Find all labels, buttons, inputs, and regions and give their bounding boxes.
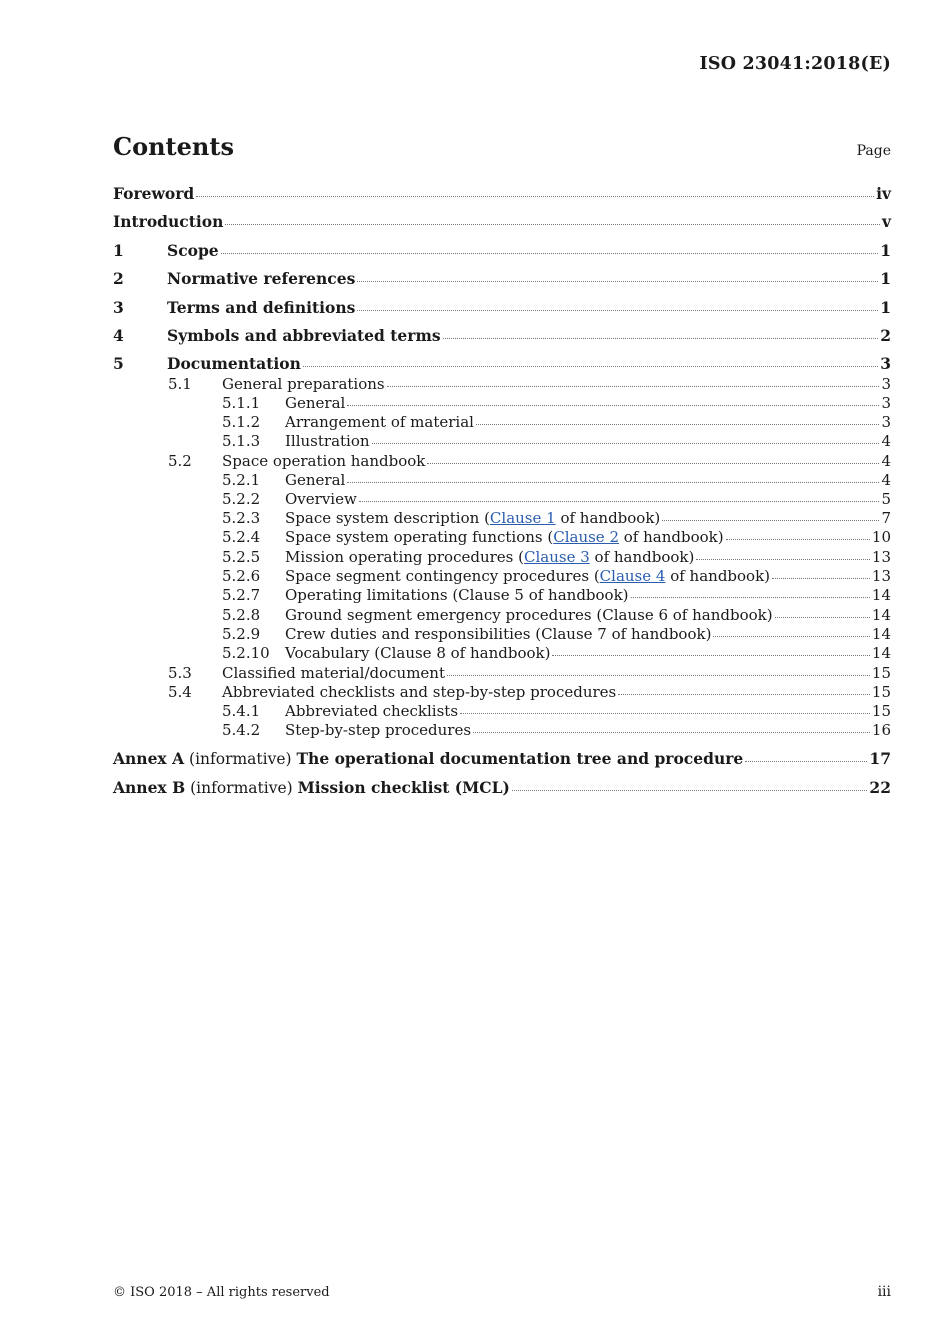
toc-entry-page: 16 [871, 721, 891, 739]
toc-entry[interactable] [113, 241, 891, 260]
toc-entry-page: 1 [880, 269, 891, 288]
annex-label: Annex B [113, 778, 186, 797]
toc-entry-page: 15 [871, 702, 891, 720]
dot-leader [696, 559, 870, 560]
toc-entry-title [285, 567, 770, 585]
toc-entry-number: 5.1 [168, 375, 192, 393]
toc-entry-text: Mission checklist (MCL) [297, 778, 510, 797]
toc-entry-text: Step-by-step procedures [285, 721, 472, 739]
toc-entry-title [222, 664, 445, 682]
toc-entry[interactable] [113, 644, 891, 662]
toc-entry[interactable] [113, 683, 891, 701]
toc-entry-number: 5.2.6 [222, 567, 261, 585]
toc-entry-number: 5.2.1 [222, 471, 261, 489]
dot-leader [726, 539, 870, 540]
toc-entry[interactable] [113, 394, 891, 412]
toc-entry-number: 5.2.8 [222, 606, 261, 624]
toc-entry-title [167, 269, 355, 288]
toc-entry-number: 5.1.1 [222, 394, 261, 412]
toc-entry-number: 5.2.10 [222, 644, 270, 662]
toc-entry-text: Ground segment emergency procedures (Clause 6 of handbook) [285, 606, 773, 624]
toc-entry[interactable] [113, 721, 891, 739]
annex-informative: (informative) [185, 779, 298, 797]
toc-entry-text: Space segment contingency procedures ( [285, 567, 600, 585]
toc-entry[interactable] [113, 432, 891, 450]
toc-entry-title [285, 471, 345, 489]
toc-entry-title [113, 184, 194, 203]
toc-entry[interactable] [113, 471, 891, 489]
toc-entry-page: 5 [881, 490, 891, 508]
toc-entry-page: 17 [869, 749, 891, 768]
toc-entry[interactable] [113, 298, 891, 317]
dot-leader [359, 501, 880, 502]
toc-entry-page: 7 [881, 509, 891, 527]
toc-entry-page: 15 [871, 683, 891, 701]
annex-label: Annex A [113, 749, 185, 768]
toc-entry-title [285, 644, 550, 662]
toc-entry-title [285, 548, 694, 566]
toc-entry-number: 5.4.1 [222, 702, 261, 720]
toc-entry[interactable] [113, 548, 891, 566]
toc-entry-text: Abbreviated checklists and step-by-step procedures [222, 683, 617, 701]
toc-entry-title [285, 432, 370, 450]
toc-entry-text: Symbols and abbreviated terms [167, 326, 441, 345]
toc-entry-text-suffix: of handbook) [589, 548, 695, 566]
toc-entry-page: 4 [881, 452, 891, 470]
dot-leader [447, 675, 870, 676]
toc-entry-text: Documentation [167, 354, 301, 373]
toc-entry[interactable] [113, 528, 891, 546]
toc-entry-text-suffix: of handbook) [665, 567, 771, 585]
toc-entry-page: 13 [871, 567, 891, 585]
dot-leader [772, 578, 870, 579]
dot-leader [618, 694, 870, 695]
standard-id: ISO 23041:2018(E) [699, 54, 891, 74]
toc-entry-number: 5.4.2 [222, 721, 261, 739]
toc-entry-title [285, 625, 711, 643]
dot-leader [662, 520, 879, 521]
toc-entry-title [285, 413, 474, 431]
dot-leader [387, 386, 880, 387]
toc-entry[interactable] [113, 354, 891, 373]
toc-entry-title [222, 375, 385, 393]
toc-entry-page: 14 [871, 644, 891, 662]
toc-entry-page: 3 [880, 354, 891, 373]
toc-entry-number: 2 [113, 269, 124, 288]
toc-entry-title [285, 606, 773, 624]
toc-entry-title [222, 683, 616, 701]
toc-entry-text: General [285, 471, 346, 489]
dot-leader [357, 281, 878, 282]
toc-entry-page: 3 [881, 394, 891, 412]
copyright-notice: © ISO 2018 – All rights reserved [113, 1285, 330, 1300]
toc-entry-page: 14 [871, 586, 891, 604]
dot-leader [221, 253, 879, 254]
toc-entry-number: 5.2 [168, 452, 192, 470]
toc-entry-page: 2 [880, 326, 891, 345]
toc-entry-number: 5.4 [168, 683, 192, 701]
toc-entry[interactable] [113, 452, 891, 470]
toc-entry[interactable] [113, 567, 891, 585]
toc-entry[interactable] [113, 606, 891, 624]
clause-link[interactable]: Clause 1 [489, 509, 556, 527]
toc-entry-text: Foreword [113, 184, 195, 203]
toc-entry-number: 5 [113, 354, 124, 373]
toc-entry-page: 10 [871, 528, 891, 546]
toc-entry-title [167, 241, 219, 260]
toc-entry[interactable] [113, 702, 891, 720]
clause-link[interactable]: Clause 3 [524, 548, 590, 566]
toc-entry-page: 15 [871, 664, 891, 682]
toc-entry[interactable] [113, 269, 891, 288]
toc-entry-title [113, 212, 223, 231]
toc-entry-text: Space operation handbook [222, 452, 426, 470]
toc-entry-number: 5.2.7 [222, 586, 261, 604]
toc-entry-title [285, 394, 345, 412]
toc-entry-title [285, 586, 629, 604]
toc-entry-page: 13 [871, 548, 891, 566]
toc-entry-title [285, 721, 471, 739]
toc-entry-title [113, 749, 743, 768]
toc-entry-text: Arrangement of material [285, 413, 474, 431]
page-number: iii [877, 1284, 891, 1300]
toc-entry-number: 1 [113, 241, 124, 260]
dot-leader [443, 338, 879, 339]
toc-entry-number: 5.3 [168, 664, 192, 682]
toc-entry-page: 14 [871, 625, 891, 643]
toc-entry-number: 3 [113, 298, 124, 317]
toc-entry-number: 5.1.2 [222, 413, 261, 431]
toc-entry-text: Overview [285, 490, 357, 508]
toc-entry-text: Space system operating functions ( [285, 528, 554, 546]
toc-header [113, 132, 891, 161]
toc-entry[interactable] [113, 413, 891, 431]
clause-link[interactable]: Clause 2 [553, 528, 619, 546]
toc-entry[interactable] [113, 375, 891, 393]
dot-leader [745, 761, 867, 762]
toc-entry[interactable] [113, 749, 891, 768]
dot-leader [372, 443, 880, 444]
toc-entry-page: 22 [869, 778, 891, 797]
toc-entry[interactable] [113, 778, 891, 797]
dot-leader [512, 790, 868, 791]
toc-entry-number: 5.2.2 [222, 490, 261, 508]
toc-entry[interactable] [113, 664, 891, 682]
toc-entry[interactable] [113, 586, 891, 604]
toc-entry-page: 3 [881, 375, 891, 393]
toc-entry-page: v [881, 212, 891, 231]
toc-entry-title [167, 354, 301, 373]
dot-leader [631, 597, 870, 598]
toc-entry[interactable] [113, 625, 891, 643]
dot-leader [357, 310, 878, 311]
toc-entry-text: General preparations [222, 375, 385, 393]
toc-entry-page: 1 [880, 241, 891, 260]
toc-entry-number: 5.2.5 [222, 548, 261, 566]
page-column-label: Page [856, 143, 891, 159]
toc-entry-text: Introduction [113, 212, 224, 231]
toc-entry-page: 1 [880, 298, 891, 317]
toc-entry-text: The operational documentation tree and procedure [296, 749, 744, 768]
toc-entry-text: Classified material/document [222, 664, 445, 682]
toc-entry-title [285, 702, 458, 720]
toc-entry-page: 14 [871, 606, 891, 624]
toc-entry-page: 3 [881, 413, 891, 431]
toc-entry-text: Scope [167, 241, 219, 260]
toc-entry-title [167, 326, 441, 345]
toc-entry[interactable] [113, 212, 891, 231]
page-title: Contents [113, 132, 234, 161]
toc-entry-page: 4 [881, 432, 891, 450]
dot-leader [775, 617, 870, 618]
dot-leader [552, 655, 869, 656]
dot-leader [460, 713, 870, 714]
toc-entry-page: 4 [881, 471, 891, 489]
dot-leader [225, 224, 880, 225]
toc-entry-title [285, 509, 660, 527]
dot-leader [347, 405, 879, 406]
toc-entry-text-suffix: of handbook) [619, 528, 724, 546]
toc-entry-text: Space system description ( [285, 509, 490, 527]
toc-entry[interactable] [113, 326, 891, 345]
toc-entry-title [285, 490, 357, 508]
toc-entry-title [285, 528, 724, 546]
toc-entry-text: Crew duties and responsibilities (Clause 7 of handbook) [285, 625, 712, 643]
dot-leader [476, 424, 880, 425]
dot-leader [473, 732, 870, 733]
toc-entry[interactable] [113, 184, 891, 203]
dot-leader [196, 196, 874, 197]
dot-leader [303, 366, 878, 367]
toc-entry-number: 5.2.3 [222, 509, 261, 527]
toc-entry-text: Abbreviated checklists [285, 702, 459, 720]
toc-entry-text: Vocabulary (Clause 8 of handbook) [285, 644, 551, 662]
toc-entry-title [222, 452, 425, 470]
toc-entry-title [167, 298, 355, 317]
toc-entry-text-suffix: of handbook) [555, 509, 661, 527]
toc-entry[interactable] [113, 490, 891, 508]
toc-entry-number: 5.2.9 [222, 625, 261, 643]
toc-entry-number: 4 [113, 326, 124, 345]
toc-entry-title [113, 778, 510, 797]
toc-entry-text: Terms and definitions [167, 298, 356, 317]
toc-entry-text: Operating limitations (Clause 5 of handbook) [285, 586, 629, 604]
toc-entry-text: General [285, 394, 346, 412]
clause-link[interactable]: Clause 4 [599, 567, 666, 585]
toc-entry-text: Normative references [167, 269, 356, 288]
dot-leader [347, 482, 879, 483]
dot-leader [427, 463, 879, 464]
toc-entry-number: 5.1.3 [222, 432, 261, 450]
toc-entry-text: Illustration [285, 432, 370, 450]
toc-entry-number: 5.2.4 [222, 528, 261, 546]
toc-entry-page: iv [876, 184, 891, 203]
toc-entry[interactable] [113, 509, 891, 527]
annex-informative: (informative) [184, 750, 297, 768]
toc-entry-text: Mission operating procedures ( [285, 548, 524, 566]
dot-leader [713, 636, 869, 637]
